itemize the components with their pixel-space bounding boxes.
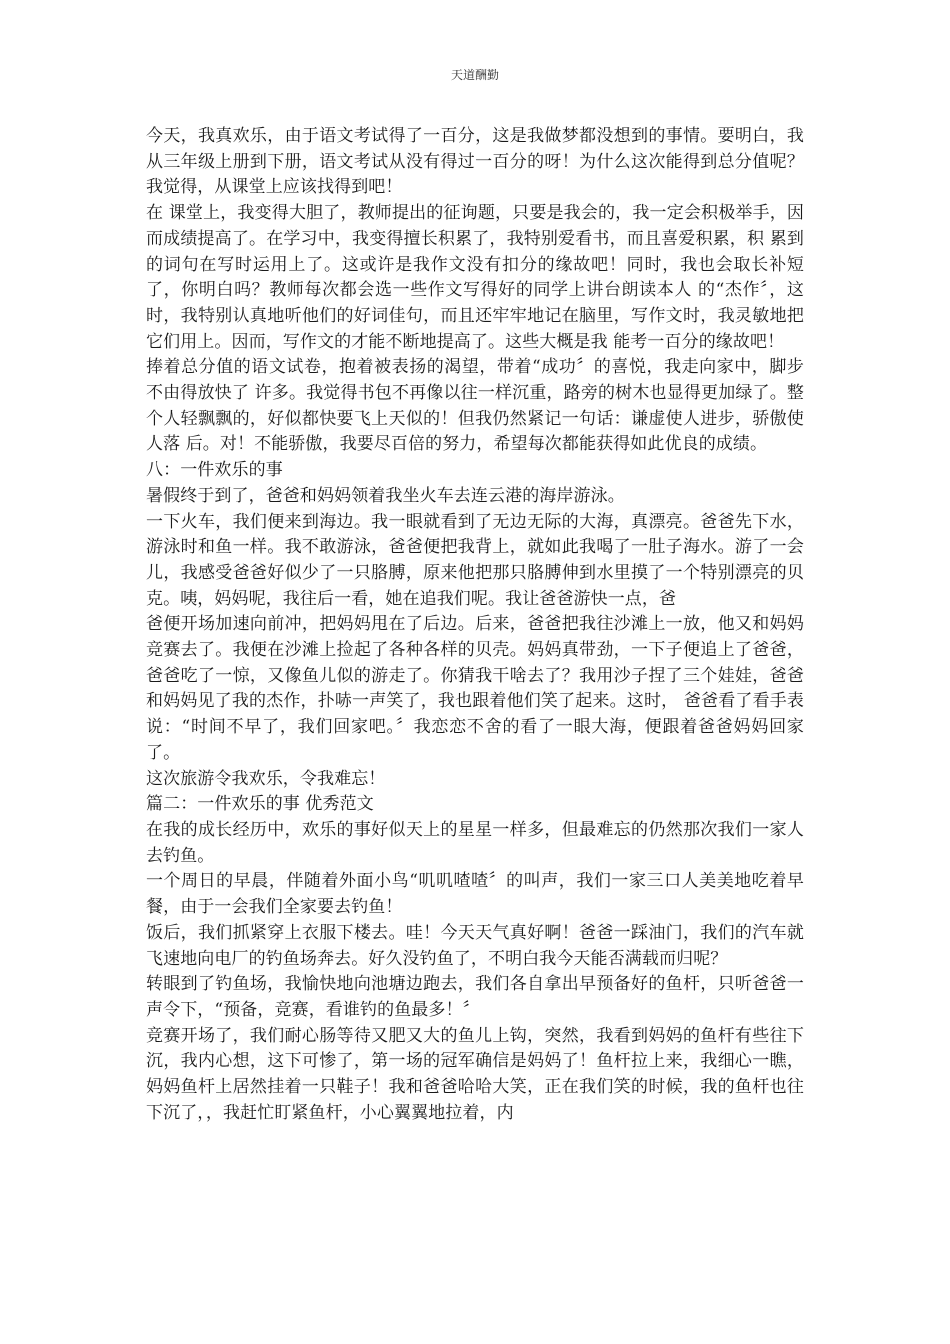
paragraph: 一个周日的早晨，伴随着外面小鸟“叽叽喳喳〞的叫声，我们一家三口人美美地吃着早餐，由于一会我们全家要去钓鱼！	[146, 871, 804, 918]
paragraph: 这次旅游令我欢乐，令我难忘！	[146, 768, 386, 789]
paragraph: 今天，我真欢乐，由于语文考试得了一百分，这是我做梦都没想到的事情。要明白，我从三年级上册到下册，语文考试从没有得过一百分的呀！为什么这次能得到总分值呢？我觉得，从课堂上应该找得到吧！	[146, 126, 804, 198]
paragraph: 在我的成长经历中，欢乐的事好似天上的星星一样多，但最难忘的仍然那次我们一家人去钓鱼。	[146, 819, 804, 866]
section-title: 篇二：一件欢乐的事 优秀范文	[146, 794, 374, 815]
section-title: 八：一件欢乐的事	[146, 460, 283, 481]
paragraph: 转眼到了钓鱼场，我愉快地向池塘边跑去，我们各自拿出早预备好的鱼杆，只听爸爸一声令下，“预备，竞赛，看谁钓的鱼最多！〞	[146, 974, 804, 1020]
page-header: 天道酬勤	[450, 68, 499, 82]
paragraph: 一下火车，我们便来到海边。我一眼就看到了无边无际的大海，真漂亮。爸爸先下水，游泳时和鱼一样。我不敢游泳，爸爸便把我背上，就如此我喝了一肚子海水。游了一会儿，我感受爸爸好似少了一只胳膊，原来他把那只胳膊伸到水里摸了一个特别漂亮的贝克。咦，妈妈呢，我往后一看，她在追我们呢。我让爸爸游快一点，爸	[146, 511, 804, 609]
paragraph: 竞赛开场了，我们耐心肠等待又肥又大的鱼儿上钩，突然，我看到妈妈的鱼杆有些往下沉，我内心想，这下可惨了，第一场的冠军确信是妈妈了！鱼杆拉上来，我细心一瞧，妈妈鱼杆上居然挂着一只鞋子！我和爸爸哈哈大笑，正在我们笑的时候，我的鱼杆也往下沉了，，我赶忙盯紧鱼杆，小心翼翼地拉着，内	[146, 1025, 804, 1123]
paragraph: 在 课堂上，我变得大胆了，教师提出的征询题，只要是我会的，我一定会积极举手，因而成绩提高了。在学习中，我变得擅长积累了，我特别爱看书，而且喜爱积累，积 累到的词句在写时运用上了。这或许是我作文没有扣分的缘故吧！同时，我也会取长补短了，你明白吗？教师每次都会选一些作文写得好的同学上讲台朗读本人 的“杰作〞，这时，我特别认真地听他们的好词佳句，而且还牢牢地记在脑里，写作文时，我灵敏地把它们用上。因而，写作文的才能不断地提高了。这些大概是我 能考一百分的缘故吧！	[146, 203, 804, 352]
paragraph: 爸便开场加速向前冲，把妈妈甩在了后边。后来，爸爸把我往沙滩上一放，他又和妈妈竞赛去了。我便在沙滩上捡起了各种各样的贝壳。妈妈真带劲，一下子便追上了爸爸，爸爸吃了一惊，又像鱼儿似的游走了。你猜我干啥去了？我用沙子捏了三个娃娃，爸爸和妈妈见了我的杰作，扑哧一声笑了，我也跟着他们笑了起来。这时， 爸爸看了看手表说：“时间不早了，我们回家吧。〞我恋恋不舍的看了一眼大海，便跟着爸爸妈妈回家了。	[146, 614, 804, 763]
document-body	[146, 124, 804, 1126]
paragraph: 捧着总分值的语文试卷，抱着被表扬的渴望，带着“成功〞的喜悦，我走向家中，脚步不由得放快了 许多。我觉得书包不再像以往一样沉重，路旁的树木也显得更加绿了。整个人轻飘飘的，好似都快要飞上天似的！但我仍然紧记一句话：谦虚使人进步，骄傲使人落 后。对！不能骄傲，我要尽百倍的努力，希望每次都能获得如此优良的成绩。	[146, 357, 804, 455]
paragraph: 暑假终于到了，爸爸和妈妈领着我坐火车去连云港的海岸游泳。	[146, 485, 625, 506]
paragraph: 饭后，我们抓紧穿上衣服下楼去。哇！今天天气真好啊！爸爸一踩油门，我们的汽车就飞速地向电厂的钓鱼场奔去。好久没钓鱼了，不明白我今天能否满载而归呢？	[146, 922, 804, 969]
